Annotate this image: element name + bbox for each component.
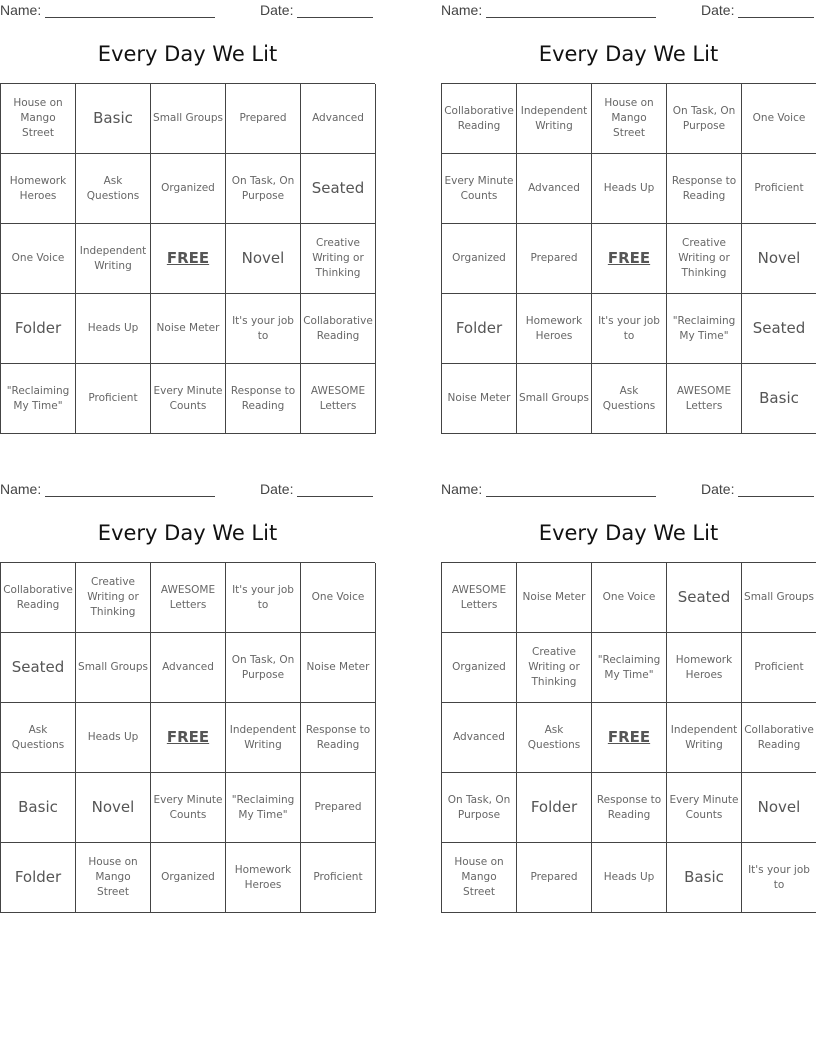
bingo-cell[interactable]: Novel — [742, 773, 816, 843]
bingo-cell[interactable]: Basic — [667, 843, 742, 913]
card-header — [0, 481, 375, 499]
date-line — [297, 3, 373, 18]
bingo-cell[interactable]: Noise Meter — [151, 294, 226, 364]
free-space[interactable]: FREE — [151, 224, 226, 294]
bingo-cell[interactable]: Prepared — [301, 773, 376, 843]
date-label: Date: — [260, 2, 294, 18]
bingo-cell[interactable]: "Reclaiming My Time" — [667, 294, 742, 364]
bingo-cell[interactable]: Advanced — [442, 703, 517, 773]
bingo-cell[interactable]: Independent Writing — [76, 224, 151, 294]
free-space[interactable]: FREE — [592, 703, 667, 773]
bingo-cell[interactable]: Small Groups — [517, 364, 592, 434]
bingo-cell[interactable]: Basic — [742, 364, 816, 434]
bingo-cell[interactable]: Every Minute Counts — [151, 773, 226, 843]
bingo-cell[interactable]: Heads Up — [76, 294, 151, 364]
bingo-cell[interactable]: Homework Heroes — [1, 154, 76, 224]
bingo-cell[interactable]: AWESOME Letters — [667, 364, 742, 434]
bingo-cell[interactable]: On Task, On Purpose — [226, 154, 301, 224]
bingo-cell[interactable]: Noise Meter — [517, 563, 592, 633]
bingo-cell[interactable]: Response to Reading — [301, 703, 376, 773]
name-line — [486, 3, 656, 18]
bingo-cell[interactable]: Noise Meter — [442, 364, 517, 434]
date-field[interactable] — [701, 2, 814, 18]
bingo-cell[interactable]: Prepared — [517, 843, 592, 913]
bingo-cell[interactable]: It's your job to — [592, 294, 667, 364]
bingo-cell[interactable]: Small Groups — [742, 563, 816, 633]
bingo-cell[interactable]: Small Groups — [76, 633, 151, 703]
bingo-cell[interactable]: Seated — [1, 633, 76, 703]
bingo-cell[interactable]: Every Minute Counts — [442, 154, 517, 224]
bingo-cell[interactable]: Folder — [1, 843, 76, 913]
bingo-cell[interactable]: House on Mango Street — [592, 84, 667, 154]
bingo-cell[interactable]: Collaborative Reading — [301, 294, 376, 364]
bingo-cell[interactable]: It's your job to — [226, 294, 301, 364]
name-label: Name: — [441, 481, 483, 497]
bingo-cell[interactable]: One Voice — [592, 563, 667, 633]
bingo-cell[interactable]: Collaborative Reading — [742, 703, 816, 773]
bingo-cell[interactable]: Creative Writing or Thinking — [76, 563, 151, 633]
bingo-cell[interactable]: Advanced — [301, 84, 376, 154]
bingo-card — [0, 0, 375, 440]
name-label: Name: — [0, 2, 42, 18]
bingo-cell[interactable]: AWESOME Letters — [301, 364, 376, 434]
bingo-cell[interactable]: Novel — [76, 773, 151, 843]
bingo-cell[interactable]: Proficient — [301, 843, 376, 913]
bingo-cell[interactable]: Basic — [76, 84, 151, 154]
bingo-card — [441, 479, 816, 919]
bingo-cell[interactable]: Prepared — [226, 84, 301, 154]
card-title: Every Day We Lit — [97, 521, 278, 545]
bingo-cell[interactable]: Response to Reading — [592, 773, 667, 843]
name-field[interactable] — [0, 481, 215, 497]
bingo-cell[interactable]: "Reclaiming My Time" — [226, 773, 301, 843]
bingo-cell[interactable]: AWESOME Letters — [442, 563, 517, 633]
free-space[interactable]: FREE — [151, 703, 226, 773]
bingo-cell[interactable]: Ask Questions — [592, 364, 667, 434]
bingo-cell[interactable]: Small Groups — [151, 84, 226, 154]
card-header — [441, 481, 816, 499]
bingo-cell[interactable]: Independent Writing — [517, 84, 592, 154]
bingo-cell[interactable]: Ask Questions — [1, 703, 76, 773]
bingo-cell[interactable]: Folder — [517, 773, 592, 843]
name-label: Name: — [0, 481, 42, 497]
bingo-cell[interactable]: Folder — [1, 294, 76, 364]
bingo-cell[interactable]: Every Minute Counts — [151, 364, 226, 434]
bingo-cell[interactable]: Heads Up — [76, 703, 151, 773]
bingo-cell[interactable]: Advanced — [517, 154, 592, 224]
bingo-cell[interactable]: Ask Questions — [517, 703, 592, 773]
bingo-cell[interactable]: Collaborative Reading — [1, 563, 76, 633]
card-title: Every Day We Lit — [97, 42, 278, 66]
bingo-cell[interactable]: Independent Writing — [226, 703, 301, 773]
bingo-cell[interactable]: On Task, On Purpose — [226, 633, 301, 703]
bingo-cell[interactable]: One Voice — [1, 224, 76, 294]
bingo-cell[interactable]: Response to Reading — [226, 364, 301, 434]
bingo-cell[interactable]: Heads Up — [592, 843, 667, 913]
name-line — [486, 482, 656, 497]
bingo-cell[interactable]: Folder — [442, 294, 517, 364]
bingo-cell[interactable]: Heads Up — [592, 154, 667, 224]
bingo-cell[interactable]: House on Mango Street — [442, 843, 517, 913]
date-label: Date: — [701, 481, 735, 497]
bingo-cell[interactable]: AWESOME Letters — [151, 563, 226, 633]
card-title: Every Day We Lit — [538, 42, 719, 66]
bingo-cell[interactable]: Organized — [151, 843, 226, 913]
bingo-cell[interactable]: One Voice — [742, 84, 816, 154]
bingo-grid — [0, 562, 375, 913]
bingo-cell[interactable]: On Task, On Purpose — [667, 84, 742, 154]
bingo-cell[interactable]: It's your job to — [226, 563, 301, 633]
name-line — [45, 482, 215, 497]
bingo-cell[interactable]: Proficient — [76, 364, 151, 434]
bingo-cell[interactable]: Organized — [442, 633, 517, 703]
bingo-cell[interactable]: Response to Reading — [667, 154, 742, 224]
card-title: Every Day We Lit — [538, 521, 719, 545]
date-label: Date: — [260, 481, 294, 497]
bingo-cell[interactable]: Homework Heroes — [226, 843, 301, 913]
date-field[interactable] — [701, 481, 814, 497]
bingo-cell[interactable]: Seated — [667, 563, 742, 633]
bingo-cell[interactable]: Creative Writing or Thinking — [301, 224, 376, 294]
name-label: Name: — [441, 2, 483, 18]
bingo-cell[interactable]: House on Mango Street — [76, 843, 151, 913]
bingo-cell[interactable]: "Reclaiming My Time" — [1, 364, 76, 434]
bingo-cell[interactable]: Seated — [742, 294, 816, 364]
card-header — [0, 2, 375, 20]
bingo-cell[interactable]: Advanced — [151, 633, 226, 703]
name-field[interactable] — [441, 481, 656, 497]
bingo-card — [0, 479, 375, 919]
bingo-cell[interactable]: Every Minute Counts — [667, 773, 742, 843]
bingo-cell[interactable]: It's your job to — [742, 843, 816, 913]
name-field[interactable] — [441, 2, 656, 18]
bingo-cell[interactable]: Noise Meter — [301, 633, 376, 703]
bingo-cell[interactable]: Novel — [742, 224, 816, 294]
bingo-cell[interactable]: "Reclaiming My Time" — [592, 633, 667, 703]
bingo-cell[interactable]: Independent Writing — [667, 703, 742, 773]
bingo-cell[interactable]: Seated — [301, 154, 376, 224]
bingo-grid — [441, 83, 816, 434]
bingo-cell[interactable]: Novel — [226, 224, 301, 294]
date-field[interactable] — [260, 481, 373, 497]
card-header — [441, 2, 816, 20]
bingo-cell[interactable]: Organized — [151, 154, 226, 224]
bingo-cell[interactable]: Homework Heroes — [517, 294, 592, 364]
bingo-grid — [441, 562, 816, 913]
date-field[interactable] — [260, 2, 373, 18]
bingo-cell[interactable]: Ask Questions — [76, 154, 151, 224]
bingo-cell[interactable]: Proficient — [742, 154, 816, 224]
bingo-card — [441, 0, 816, 440]
bingo-cell[interactable]: Basic — [1, 773, 76, 843]
bingo-cell[interactable]: Proficient — [742, 633, 816, 703]
date-label: Date: — [701, 2, 735, 18]
bingo-cell[interactable]: One Voice — [301, 563, 376, 633]
free-space[interactable]: FREE — [592, 224, 667, 294]
bingo-cell[interactable]: Collaborative Reading — [442, 84, 517, 154]
bingo-cell[interactable]: Creative Writing or Thinking — [517, 633, 592, 703]
bingo-cell[interactable]: House on Mango Street — [1, 84, 76, 154]
date-line — [297, 482, 373, 497]
date-line — [738, 3, 814, 18]
date-line — [738, 482, 814, 497]
bingo-cell[interactable]: Homework Heroes — [667, 633, 742, 703]
name-line — [45, 3, 215, 18]
bingo-cell[interactable]: Prepared — [517, 224, 592, 294]
bingo-grid — [0, 83, 375, 434]
bingo-cell[interactable]: Organized — [442, 224, 517, 294]
bingo-cell[interactable]: On Task, On Purpose — [442, 773, 517, 843]
bingo-cell[interactable]: Creative Writing or Thinking — [667, 224, 742, 294]
name-field[interactable] — [0, 2, 215, 18]
